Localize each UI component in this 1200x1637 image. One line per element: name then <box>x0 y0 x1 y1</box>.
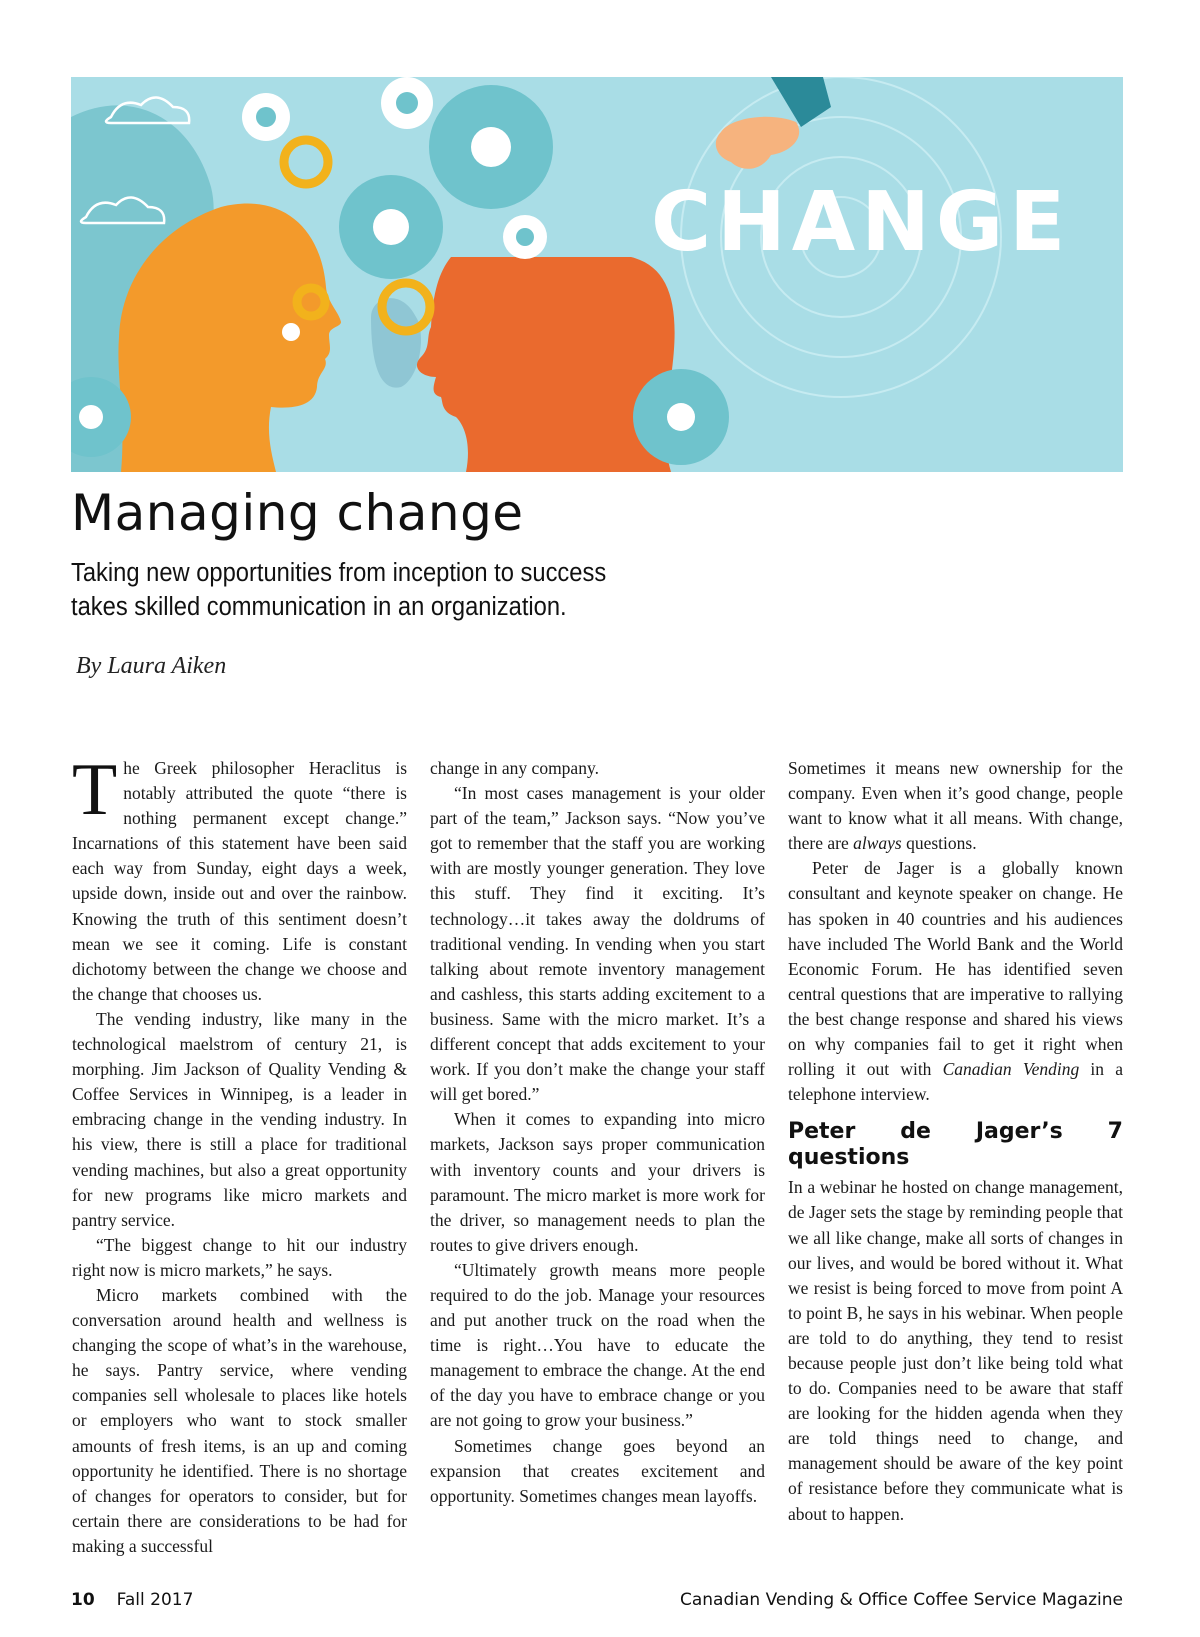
paragraph: “In most cases management is your older part of the team,” Jackson says. “Now you’ve got to remember that the staff you are working with are mostly younger generation. They love this stuff. They find it exciting. It’s technology…it takes away the doldrums of traditional vending. In vending when you start talking about remote inventory management and cashless, this starts adding excitement to a business. Same with the micro market. It’s a different concept that adds excitement to your work. If you don’t make the change your staff will get bored.” <box>430 783 765 1105</box>
paragraph-text: questions. <box>901 833 977 854</box>
paragraph: change in any company. <box>430 758 599 778</box>
paragraph-text: he Greek philosopher Heraclitus is notably attributed the quote “there is nothing permanent except change.” Incarnations of this statement have been said each way from Sunday, eight days a week, upside down, inside out and over the rainbow. Knowing the truth of this sentiment doesn’t mean we see it coming. Life is constant dichotomy between the change we choose and the change that chooses us. <box>72 758 407 1004</box>
paragraph <box>72 749 407 1007</box>
page-number: 10 <box>71 1590 95 1610</box>
hero-change-word: CHANGE <box>651 175 1072 270</box>
heads-and-gears-illustration <box>71 77 1123 472</box>
paragraph-text: Peter de Jager is a globally known consultant and keynote speaker on change. He has spoken in 40 countries and his audiences have included The World Bank and the World Economic Forum. He has identified seven central questions that are imperative to rallying the best change response and shared his views on why companies fail to get it right when rolling it out with <box>788 858 1123 1080</box>
article-subtitle: Taking new opportunities from inception to success takes skilled communication in an organization. <box>71 559 607 621</box>
paragraph: The vending industry, like many in the technological maelstrom of century 21, is morphing. Jim Jackson of Quality Vending & Coffee Services in Winnipeg, is a leader in embracing change in the vending industry. In his view, there is still a place for traditional vending machines, but also a great opportunity for new programs like micro markets and pantry service. <box>72 1008 407 1230</box>
publication-name-footer: Canadian Vending & Office Coffee Service Magazine <box>679 1590 1123 1610</box>
issue-date: Fall 2017 <box>116 1590 194 1610</box>
emphasis-text: always <box>853 833 902 854</box>
paragraph-text: Sometimes it means new ownership for the company. Even when it’s good change, people want to know what it all means. With change, there are <box>788 758 1123 854</box>
article-column-1 <box>72 749 407 1559</box>
paragraph: When it comes to expanding into micro markets, Jackson says proper communication with inventory counts and your drivers is paramount. The micro market is more work for the driver, so management needs to plan the routes to give drivers enough. <box>430 1109 765 1255</box>
paragraph-text: in a telephone interview. <box>788 1059 1123 1105</box>
paragraph: In a webinar he hosted on change management, de Jager sets the stage by reminding people that we all like change, make all sorts of changes in our lives, and would be bored without it. What we resist is being forced to move from point A to point B, he says in his webinar. When people are told to do anything, they tend to resist because people just don’t like being told what to do. Companies need to be aware that staff are looking for the hidden agenda when they are told things need to change, and management should be aware of the key point of resistance before they communicate what is about to happen. <box>788 1177 1123 1524</box>
section-subhead: Peter de Jager’s 7 questions <box>788 1119 1123 1171</box>
paragraph: Micro markets combined with the conversation around health and wellness is changing the scope of what’s in the warehouse, he says. Pantry service, where vending companies sell wholesale to places like hotels or employers who want to stock smaller amounts of fresh items, is an up and coming opportunity he identified. There is no shortage of changes for operators to consider, but for certain there are considerations to be had for making a successful <box>72 1284 407 1556</box>
paragraph <box>788 756 1123 856</box>
hero-illustration <box>71 77 1123 472</box>
paragraph: “Ultimately growth means more people required to do the job. Manage your resources and put another truck on the road when the time is right…You have to educate the management to embrace the change. At the end of the day you have to embrace change or you are not going to grow your business.” <box>430 1259 765 1431</box>
paragraph: Sometimes change goes beyond an expansion that creates excitement and opportunity. Sometimes changes mean layoffs. <box>430 1435 765 1506</box>
article-title: Managing change <box>71 484 524 542</box>
paragraph <box>788 856 1123 1107</box>
article-column-3 <box>788 756 1123 1527</box>
drop-cap: T <box>72 749 118 831</box>
publication-name: Canadian Vending <box>942 1059 1080 1080</box>
paragraph: “The biggest change to hit our industry right now is micro markets,” he says. <box>72 1234 407 1280</box>
article-column-2 <box>430 756 765 1509</box>
footer-left <box>71 1590 193 1610</box>
article-byline: By Laura Aiken <box>76 653 227 679</box>
